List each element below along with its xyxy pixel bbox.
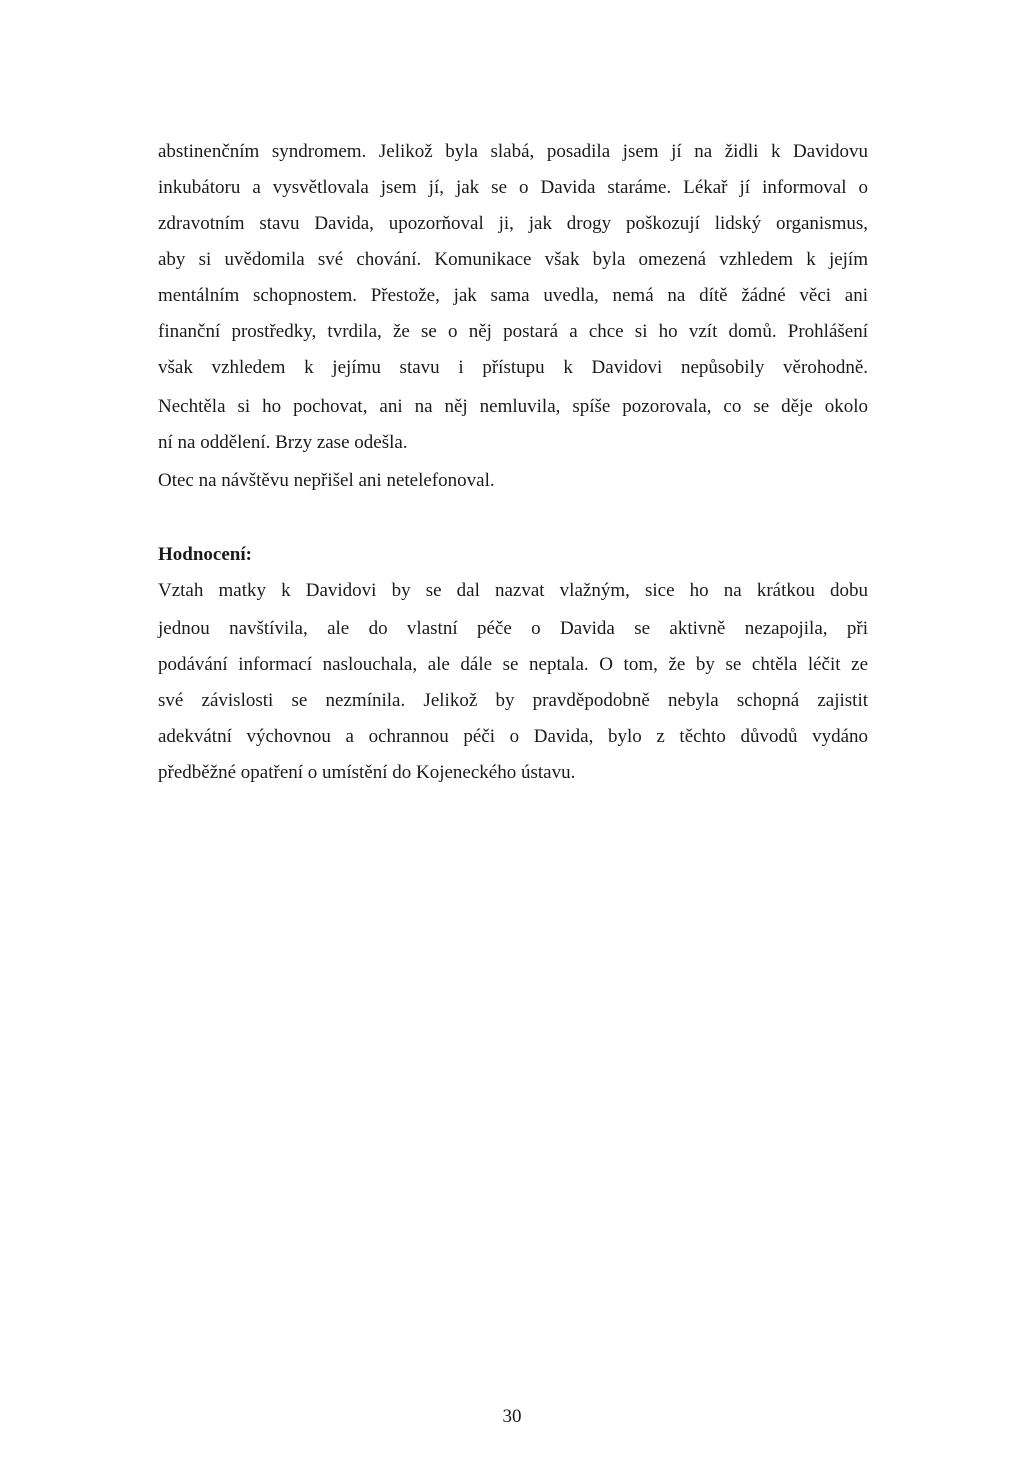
paragraph-line: ní na oddělení. Brzy zase odešla. [158,432,408,453]
paragraph-line: aby si uvědomila své chování. Komunikace však byla omezená vzhledem k jejím [158,249,868,270]
paragraph-line: finanční prostředky, tvrdila, že se o něj postará a chce si ho vzít domů. Prohlášení [158,321,868,342]
paragraph-line: inkubátoru a vysvětlovala jsem jí, jak se o Davida staráme. Lékař jí informoval o [158,177,868,198]
page-number: 30 [502,1406,522,1427]
section-line: Vztah matky k Davidovi by se dal nazvat vlažným, sice ho na krátkou dobu [158,580,868,601]
paragraph-line: zdravotním stavu Davida, upozorňoval ji, jak drogy poškozují lidský organismus, [158,213,868,234]
paragraph-line: mentálním schopnostem. Přestože, jak sama uvedla, nemá na dítě žádné věci ani [158,285,868,306]
paragraph-line: Nechtěla si ho pochovat, ani na něj nemluvila, spíše pozorovala, co se děje okolo [158,396,868,417]
paragraph-line: však vzhledem k jejímu stavu i přístupu k Davidovi nepůsobily věrohodně. [158,357,868,378]
section-line: adekvátní výchovnou a ochrannou péči o Davida, bylo z těchto důvodů vydáno [158,726,868,747]
section-line: jednou navštívila, ale do vlastní péče o Davida se aktivně nezapojila, při [158,618,868,639]
section-heading: Hodnocení: [158,544,252,565]
section-line: předběžné opatření o umístění do Kojeneckého ústavu. [158,762,576,783]
section-line: podávání informací naslouchala, ale dále se neptala. O tom, že by se chtěla léčit ze [158,654,868,675]
paragraph-line: Otec na návštěvu nepřišel ani netelefonoval. [158,470,495,491]
section-line: své závislosti se nezmínila. Jelikož by pravděpodobně nebyla schopná zajistit [158,690,868,711]
paragraph-line: abstinenčním syndromem. Jelikož byla slabá, posadila jsem jí na židli k Davidovu [158,141,868,162]
